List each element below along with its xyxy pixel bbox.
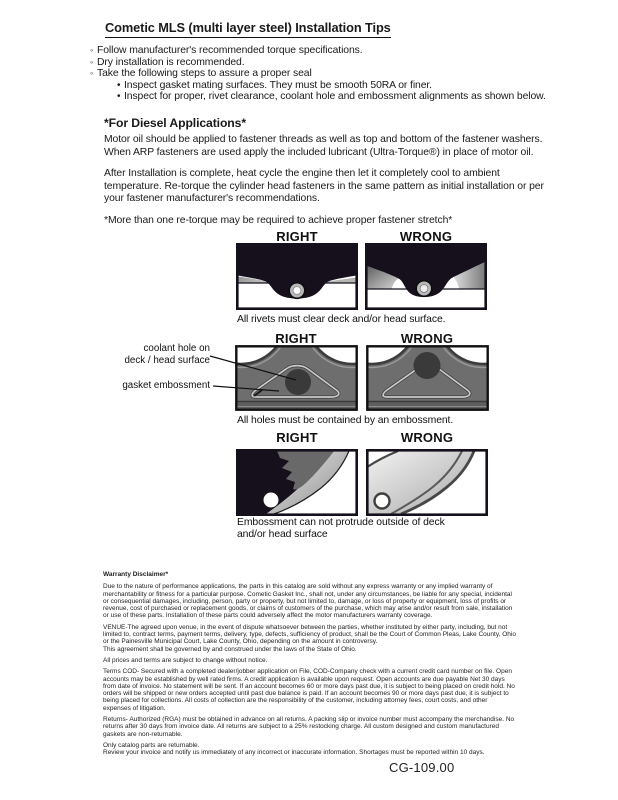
legal-paragraph: Returns- Authorized (RGA) must be obtained in advance on all returns. A packing slip or invoice number must accompany the merchandise. No returns after 30 days from invoice date. All returns are subject to a 25% restocking charge. All custom designed and custom manufactured gaskets are non-returnable. — [103, 716, 515, 738]
bullet-marker: ◦ — [90, 56, 94, 67]
embossment-caption-line2: and/or head surface — [237, 529, 328, 540]
figure1-right-label: RIGHT — [276, 229, 318, 244]
legal-paragraph: Due to the nature of performance applications, the parts in this catalog are sold without any express warranty or any implied warranty of merchantability or fitness for a particular purpose. Cometic Gasket Inc., shall not, under any circumstances, be liable for any special, incidental or consequential damages, including, person, party or property, but not limited to, damage, or loss of property or equipment, loss of profits or revenue, cost of purchased or replacement goods, or claims of customers of the purchase, which may arise and/or result from sale, installation or use of these parts. Installation of these parts could adversely affect the motor manufacturers warranty coverage. — [103, 583, 513, 620]
legal-paragraph: All prices and terms are subject to change without notice. — [103, 656, 268, 664]
coolant-hole — [285, 369, 311, 395]
gasket-embossment-annotation — [58, 380, 210, 392]
retorque-note: *More than one re-torque may be required to achieve proper fastener stretch* — [104, 214, 453, 226]
bolt-hole — [264, 493, 279, 508]
legal-paragraph: VENUE-The agreed upon venue, in the event of dispute whatsoever between the parties, whether instituted by either party, including, but not limited to, contract terms, payment terms, delivery, type, defects, sufficiency of product, shall be the Court of Common Pleas, Lake County, Ohio or the Painesville Municipal Court, Lake County, Ohio, depending on the amount in controversy. — [103, 623, 516, 646]
tip-text: Inspect gasket mating surfaces. They must be smooth 50RA or finer. — [124, 79, 432, 91]
rivet-right-diagram — [236, 243, 358, 310]
figure2-wrong-label: WRONG — [400, 331, 454, 346]
rivet-caption: All rivets must clear deck and/or head surface. — [237, 314, 446, 325]
diesel-heading: *For Diesel Applications* — [104, 116, 246, 130]
warranty-disclaimer-section — [103, 571, 517, 761]
bullet-marker: ◦ — [90, 45, 94, 55]
diesel-paragraph-2: After Installation is complete, heat cycle the engine then let it completely cool to ambient temperature. Re-torque the cylinder head fasteners in the same pattern as initial installation or per your fastener manufacturer's recommendations. — [104, 168, 544, 205]
installation-tips-list — [90, 45, 550, 103]
coolant-hole-annotation — [58, 343, 210, 366]
figure3-wrong-label: WRONG — [400, 430, 454, 445]
tip-item — [90, 57, 550, 69]
bullet-marker: • — [117, 91, 121, 102]
tip-text: Inspect for proper, rivet clearance, coolant hole and embossment alignments as shown below. — [124, 91, 546, 102]
coolant-hole-right-diagram — [235, 345, 358, 411]
tip-text: Dry installation is recommended. — [97, 56, 245, 68]
gasket-embossment-label: gasket embossment — [122, 380, 210, 391]
diesel-applications-section — [104, 116, 554, 237]
coolant-hole-wrong-diagram — [366, 345, 489, 411]
tip-text: Take the following steps to assure a proper seal — [97, 68, 312, 79]
legal-paragraph: This agreement shall be governed by and construed under the laws of the State of Ohio. — [103, 645, 357, 653]
bullet-marker: • — [117, 79, 121, 91]
figure1-wrong-label: WRONG — [399, 229, 453, 244]
embossment-wrong-diagram — [366, 449, 488, 516]
embossment-caption — [237, 517, 445, 541]
diesel-paragraph-1: Motor oil should be applied to fastener threads as well as top and bottom of the fastener washers. When ARP fasteners are used apply the included lubricant (Ultra-Torque®) in place of motor oil. — [104, 134, 543, 158]
figure2-right-label: RIGHT — [275, 331, 317, 346]
warranty-disclaimer-heading: Warranty Disclaimer* — [103, 571, 169, 578]
bolt-hole — [375, 494, 390, 509]
embossment-caption-line1: Embossment can not protrude outside of deck — [237, 517, 445, 528]
tip-text: Follow manufacturer's recommended torque specifications. — [97, 45, 363, 56]
coolant-hole-label-line1: coolant hole on — [143, 343, 210, 354]
rivet-wrong-diagram — [365, 243, 487, 310]
figure3-right-label: RIGHT — [276, 430, 318, 445]
tip-item — [90, 68, 550, 80]
page-title: Cometic MLS (multi layer steel) Installation Tips — [105, 20, 391, 38]
tip-item — [117, 91, 550, 103]
embossment-right-diagram — [236, 449, 358, 516]
holes-caption: All holes must be contained by an embossment. — [237, 415, 454, 426]
coolant-hole — [414, 352, 441, 379]
legal-paragraph: Review your invoice and notify us immediately of any incorrect or inaccurate information. Shortages must be reported within 10 days. — [103, 749, 485, 757]
page-number: CG-109.00 — [389, 760, 455, 775]
tip-item — [90, 45, 550, 57]
bullet-marker: ◦ — [90, 68, 94, 78]
legal-paragraph: Only catalog parts are returnable. — [103, 741, 200, 749]
legal-paragraph: Terms COD- Secured with a completed dealer/jobber application on File, COD-Company check with a current credit card number on file. Open accounts may be established by well rated firms. A credit application is available upon request. Open accounts are due payable Net 30 days from date of invoice. No statement will be sent. If an account becomes 60 or more days past due, it is subject to being placed on credit hold. No orders will be shipped or new orders accepted until past due balance is paid. If an account becomes 90 or more days past due, it is subject to being placed for collections. All costs of collection are the responsibility of the customer, including attorney fees, court costs, and other expenses of litigation. — [103, 668, 515, 712]
tip-item — [117, 80, 550, 92]
coolant-hole-label-line2: deck / head surface — [124, 354, 210, 366]
